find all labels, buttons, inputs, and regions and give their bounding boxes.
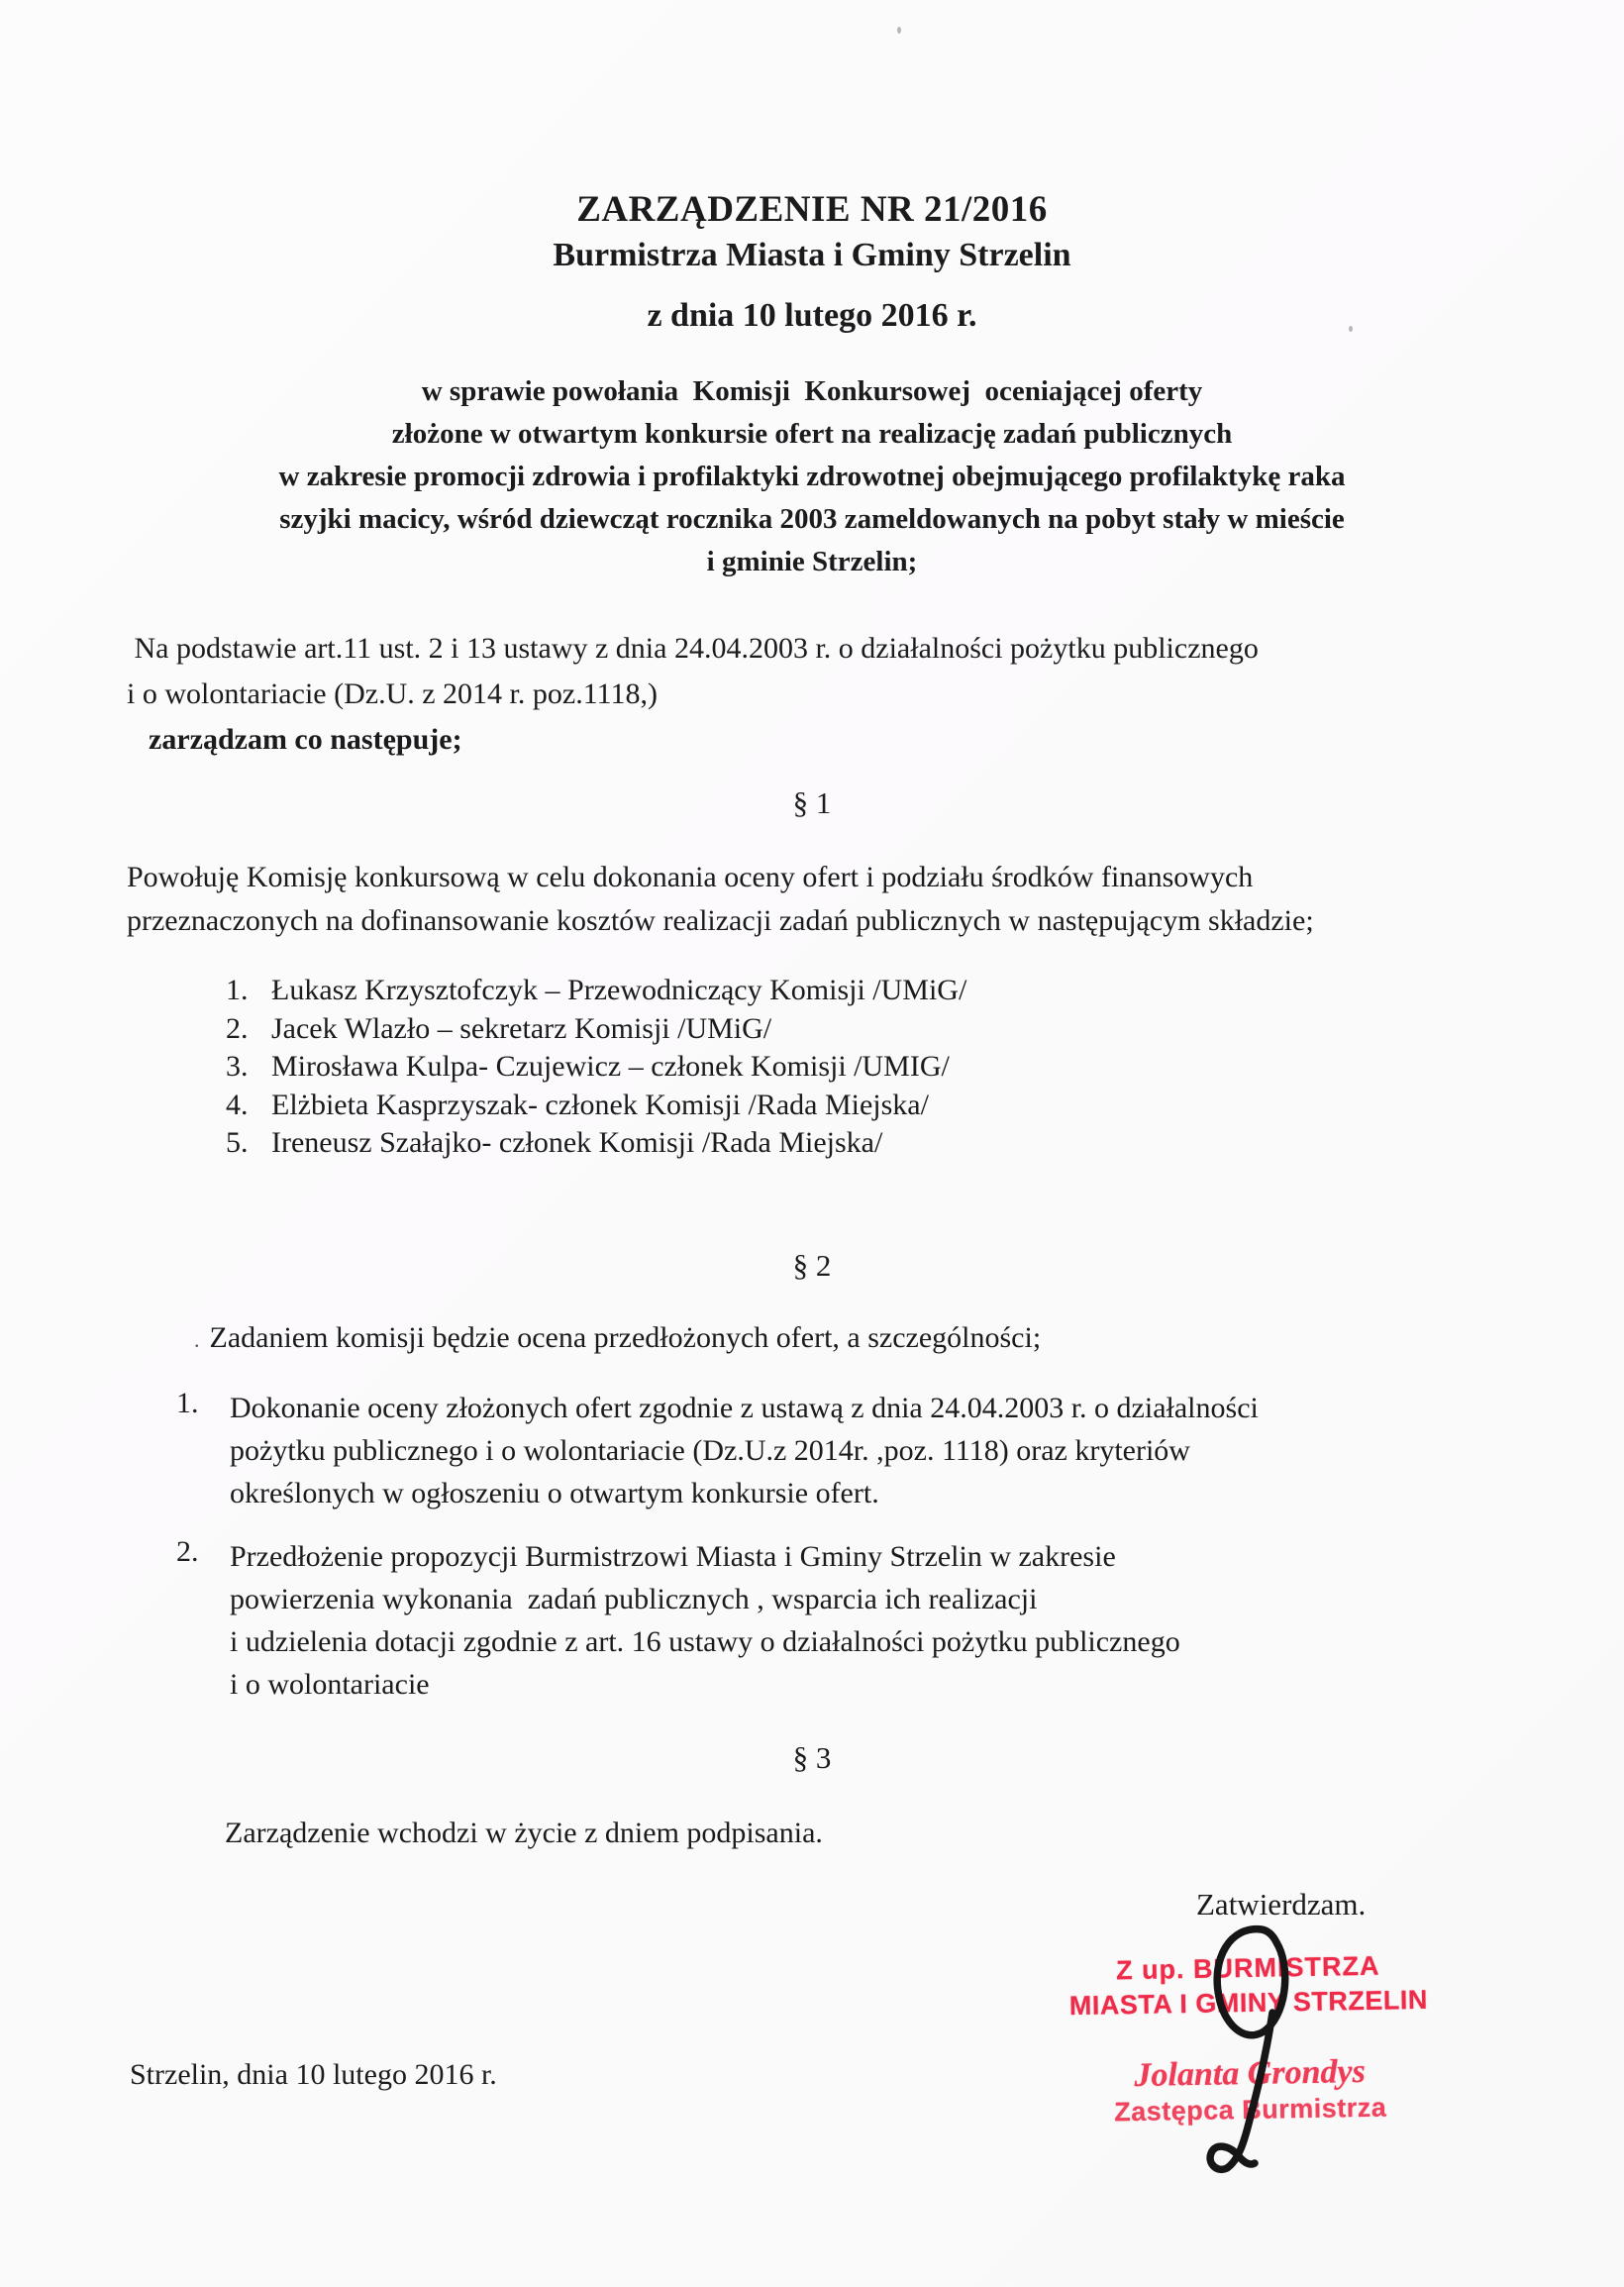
list-item bbox=[176, 1535, 1543, 1706]
task-text bbox=[230, 1387, 1259, 1514]
list-item bbox=[226, 1124, 1414, 1163]
place-and-date: Strzelin, dnia 10 lutego 2016 r. bbox=[130, 2058, 497, 2091]
task-line: określonych w ogłoszeniu o otwartym konkursie ofert. bbox=[230, 1477, 879, 1509]
subject-line: w zakresie promocji zdrowia i profilaktyki zdrowotnej obejmującego profilaktykę raka bbox=[278, 461, 1346, 492]
tasks-list bbox=[176, 1387, 1543, 1726]
section-1-intro bbox=[127, 856, 1543, 943]
list-item bbox=[176, 1387, 1543, 1514]
document-issuer: Burmistrza Miasta i Gminy Strzelin bbox=[553, 237, 1071, 273]
list-item-number: 3. bbox=[226, 1050, 249, 1083]
document-title: ZARZĄDZENIE NR 21/2016 bbox=[576, 189, 1048, 230]
task-line: Dokonanie oceny złożonych ofert zgodnie z ustawą z dnia 24.04.2003 r. o działalności bbox=[230, 1392, 1259, 1424]
task-line: pożytku publicznego i o wolontariacie (Dz.U.z 2014r. ,poz. 1118) oraz kryteriów bbox=[230, 1434, 1190, 1467]
scan-speck bbox=[1349, 326, 1353, 332]
scan-speck bbox=[897, 27, 901, 34]
legal-basis-paragraph bbox=[127, 626, 1533, 763]
section-2-intro bbox=[194, 1321, 1481, 1355]
list-item-number: 2. bbox=[176, 1535, 199, 1568]
list-item bbox=[226, 1087, 1414, 1125]
list-item-number: 1. bbox=[176, 1387, 199, 1419]
list-item-number: 2. bbox=[226, 1011, 249, 1045]
list-item bbox=[226, 972, 1414, 1010]
approval-label: Zatwierdzam. bbox=[1196, 1887, 1367, 1922]
subject-line: w sprawie powołania Komisji Konkursowej oceniającej oferty bbox=[421, 375, 1203, 407]
member-name: Mirosława Kulpa- Czujewicz – członek Komisji /UMIG/ bbox=[271, 1050, 950, 1083]
list-item bbox=[226, 1048, 1414, 1087]
subject-line: złożone w otwartym konkursie ofert na realizację zadań publicznych bbox=[391, 418, 1233, 450]
stamp-line-1: Z up. BURMISTRZA bbox=[1115, 1950, 1380, 1986]
stamp-signatory-role: Zastępca Burmistrza bbox=[1113, 2092, 1387, 2128]
subject-line: szyjki macicy, wśród dziewcząt rocznika 2003 zameldowanych na pobyt stały w mieście bbox=[279, 503, 1345, 535]
handwritten-signature-icon bbox=[1184, 1918, 1333, 2182]
task-line: powierzenia wykonania zadań publicznych , wsparcia ich realizacji bbox=[230, 1583, 1038, 1615]
member-name: Jacek Wlazło – sekretarz Komisji /UMiG/ bbox=[271, 1011, 772, 1045]
intro-line: przeznaczonych na dofinansowanie kosztów realizacji zadań publicznych w następującym składzie; bbox=[127, 904, 1314, 937]
list-item-number: 4. bbox=[226, 1088, 249, 1121]
section-3-text: Zarządzenie wchodzi w życie z dniem podpisania. bbox=[225, 1817, 823, 1849]
document-date-line: z dnia 10 lutego 2016 r. bbox=[647, 297, 977, 334]
section-2-intro-text: Zadaniem komisji będzie ocena przedłożonych ofert, a szczególności; bbox=[209, 1321, 1042, 1354]
section-1-heading: § 1 bbox=[792, 785, 832, 820]
intro-line: Powołuję Komisję konkursową w celu dokonania oceny ofert i podziału środków finansowych bbox=[127, 861, 1254, 893]
stamp-line-2: MIASTA I GMINY STRZELIN bbox=[1068, 1984, 1429, 2022]
legal-basis-line: Na podstawie art.11 ust. 2 i 13 ustawy z dnia 24.04.2003 r. o działalności pożytku publicznego bbox=[127, 632, 1259, 665]
task-line: Przedłożenie propozycji Burmistrzowi Miasta i Gminy Strzelin w zakresie bbox=[230, 1540, 1116, 1573]
task-line: i udzielenia dotacji zgodnie z art. 16 ustawy o działalności pożytku publicznego bbox=[230, 1625, 1180, 1658]
legal-basis-line: i o wolontariacie (Dz.U. z 2014 r. poz.1118,) bbox=[127, 677, 658, 710]
ordain-clause: zarządzam co następuje; bbox=[149, 723, 462, 756]
committee-members-list bbox=[226, 972, 1414, 1163]
list-item bbox=[226, 1010, 1414, 1049]
task-text bbox=[230, 1535, 1180, 1706]
member-name: Ireneusz Szałajko- członek Komisji /Rada Miejska/ bbox=[271, 1126, 883, 1159]
task-line: i o wolontariacie bbox=[230, 1668, 430, 1701]
subject-line: i gminie Strzelin; bbox=[706, 546, 918, 577]
member-name: Elżbieta Kasprzyszak- członek Komisji /Rada Miejska/ bbox=[271, 1088, 929, 1121]
scan-artifact-dot: . bbox=[194, 1327, 200, 1352]
document-subject bbox=[59, 370, 1565, 583]
section-3-heading: § 3 bbox=[792, 1740, 832, 1775]
stamp-signatory-name: Jolanta Grondys bbox=[1134, 2052, 1367, 2095]
list-item-number: 1. bbox=[226, 974, 249, 1006]
member-name: Łukasz Krzysztofczyk – Przewodniczący Komisji /UMiG/ bbox=[271, 974, 967, 1006]
list-item-number: 5. bbox=[226, 1126, 249, 1159]
section-2-heading: § 2 bbox=[792, 1248, 832, 1283]
